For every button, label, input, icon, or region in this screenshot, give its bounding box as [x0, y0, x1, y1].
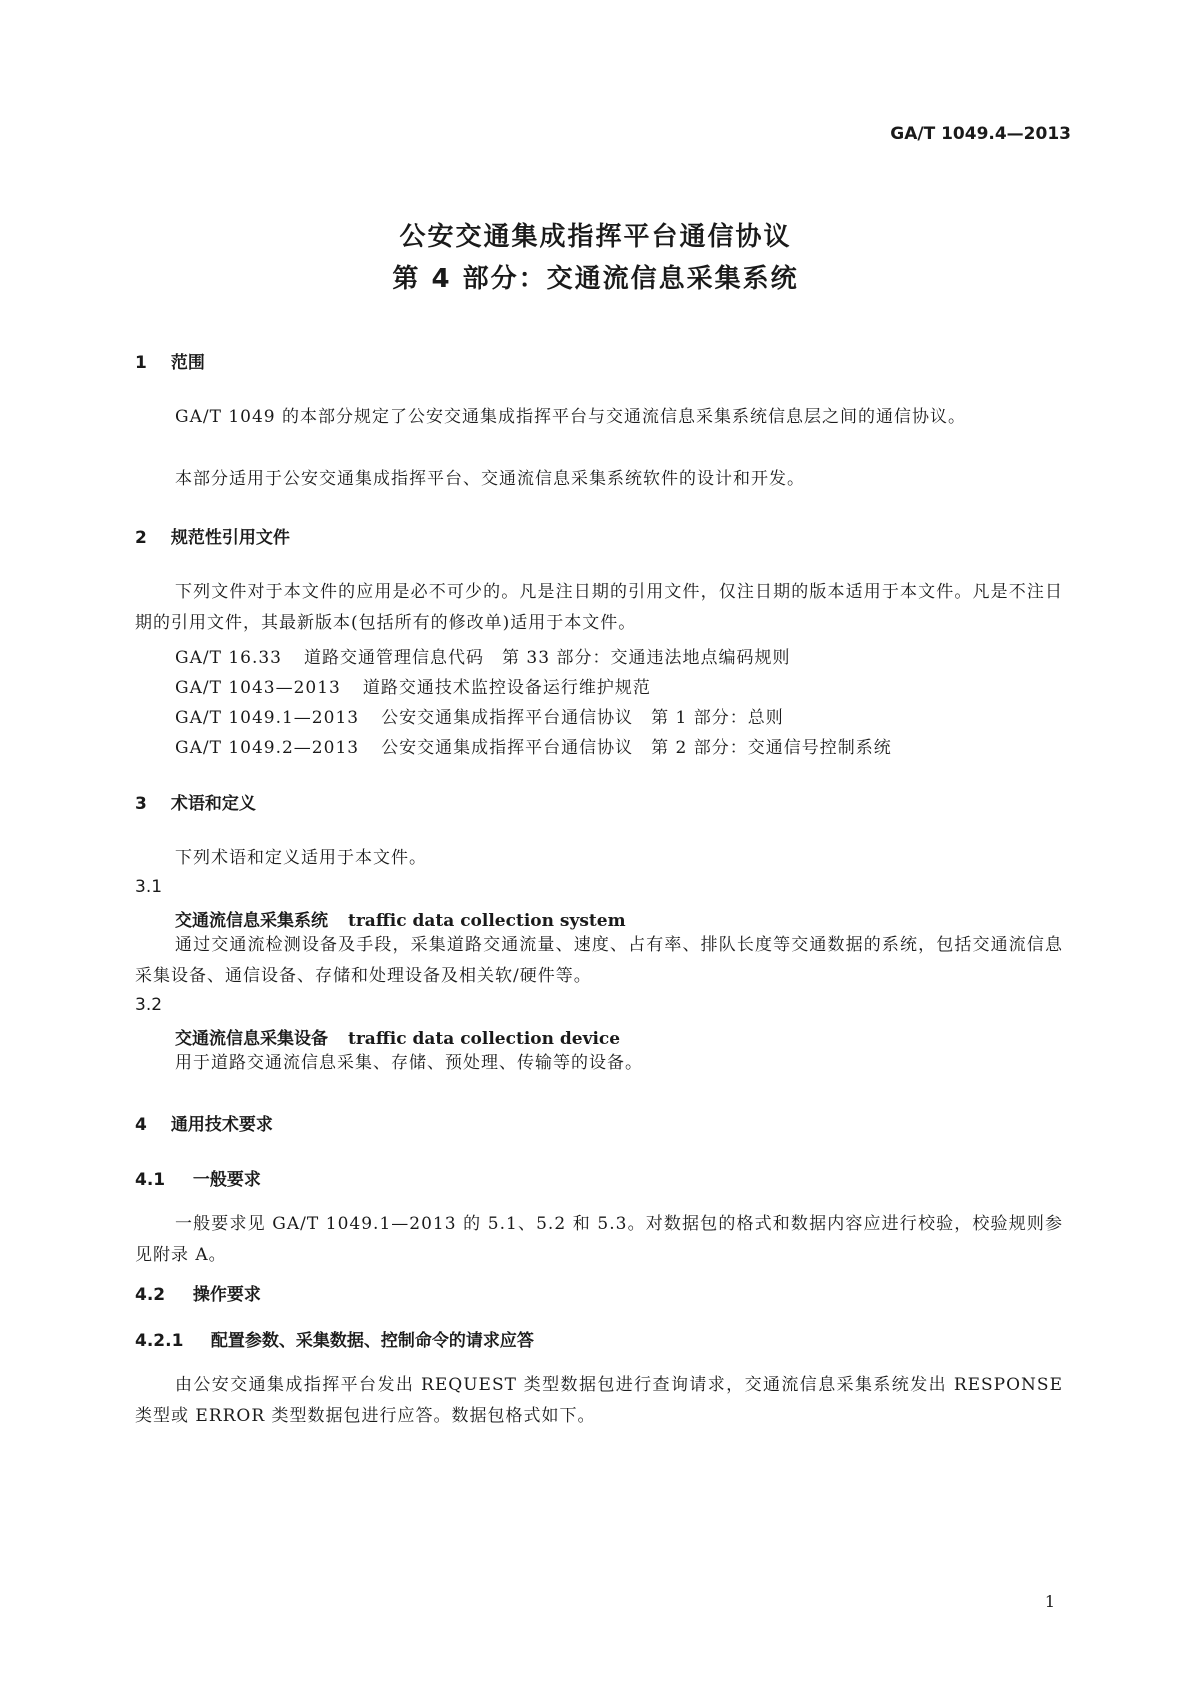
document-title-line2: 第 4 部分：交通流信息采集系统 — [392, 264, 799, 294]
paragraph: 本部分适用于公安交通集成指挥平台、交通流信息采集系统软件的设计和开发。 — [175, 469, 805, 489]
section-4-heading — [135, 1110, 273, 1135]
reference-title: 公安交通集成指挥平台通信协议 第 2 部分：交通信号控制系统 — [381, 738, 892, 758]
reference-code: GA/T 1049.1—2013 — [175, 708, 360, 728]
section-title: 一般要求 — [192, 1170, 261, 1190]
reference-item — [175, 703, 784, 728]
section-title: 配置参数、采集数据、控制命令的请求应答 — [210, 1331, 534, 1351]
paragraph: 由公安交通集成指挥平台发出 REQUEST 类型数据包进行查询请求，交通流信息采集系统发出 RESPONSE 类型或 ERROR 类型数据包进行应答。数据包格式如下。 — [135, 1375, 1063, 1426]
reference-item — [175, 733, 892, 758]
term-zh: 交通流信息采集设备 — [175, 1029, 328, 1049]
section-title: 范围 — [170, 353, 205, 373]
section-number: 4.2.1 — [135, 1331, 184, 1351]
section-number: 3 — [135, 794, 147, 814]
section-number: 4 — [135, 1115, 147, 1135]
reference-code: GA/T 1043—2013 — [175, 678, 341, 698]
section-number: 2 — [135, 528, 147, 548]
term-heading — [175, 1024, 620, 1049]
page-number: 1 — [1044, 1592, 1055, 1611]
document-title-line1: 公安交通集成指挥平台通信协议 — [399, 222, 792, 252]
reference-item — [175, 673, 651, 698]
section-1-heading — [135, 348, 205, 373]
section-title: 规范性引用文件 — [170, 528, 290, 548]
standard-code: GA/T 1049.4—2013 — [890, 124, 1071, 144]
section-title: 操作要求 — [192, 1285, 261, 1305]
paragraph: 一般要求见 GA/T 1049.1—2013 的 5.1、5.2 和 5.3。对数据包的格式和数据内容应进行校验，校验规则参见附录 A。 — [135, 1214, 1063, 1265]
reference-code: GA/T 1049.2—2013 — [175, 738, 360, 758]
term-number: 3.2 — [135, 995, 163, 1015]
section-title: 通用技术要求 — [170, 1115, 273, 1135]
term-heading — [175, 906, 626, 931]
term-definition: 通过交通流检测设备及手段，采集道路交通流量、速度、占有率、排队长度等交通数据的系统，包括交通流信息采集设备、通信设备、存储和处理设备及相关软/硬件等。 — [135, 935, 1063, 986]
paragraph: 下列文件对于本文件的应用是必不可少的。凡是注日期的引用文件，仅注日期的版本适用于本文件。凡是不注日期的引用文件，其最新版本(包括所有的修改单)适用于本文件。 — [135, 582, 1063, 633]
section-4-2-1-heading — [135, 1326, 534, 1351]
term-definition: 用于道路交通流信息采集、存储、预处理、传输等的设备。 — [175, 1053, 643, 1073]
section-title: 术语和定义 — [170, 794, 256, 814]
term-en: traffic data collection device — [348, 1029, 621, 1049]
section-number: 4.2 — [135, 1285, 166, 1305]
reference-title: 道路交通技术监控设备运行维护规范 — [362, 678, 651, 698]
section-4-2-heading — [135, 1280, 261, 1305]
section-2-heading — [135, 523, 290, 548]
reference-title: 道路交通管理信息代码 第 33 部分：交通违法地点编码规则 — [304, 648, 791, 668]
term-number: 3.1 — [135, 877, 163, 897]
paragraph: GA/T 1049 的本部分规定了公安交通集成指挥平台与交通流信息采集系统信息层之间的通信协议。 — [175, 407, 966, 427]
reference-code: GA/T 16.33 — [175, 648, 282, 668]
reference-title: 公安交通集成指挥平台通信协议 第 1 部分：总则 — [381, 708, 784, 728]
term-zh: 交通流信息采集系统 — [175, 911, 328, 931]
paragraph: 下列术语和定义适用于本文件。 — [175, 848, 427, 868]
reference-item — [175, 643, 790, 668]
section-number: 1 — [135, 353, 147, 373]
section-number: 4.1 — [135, 1170, 166, 1190]
term-en: traffic data collection system — [348, 911, 626, 931]
section-4-1-heading — [135, 1165, 261, 1190]
section-3-heading — [135, 789, 256, 814]
